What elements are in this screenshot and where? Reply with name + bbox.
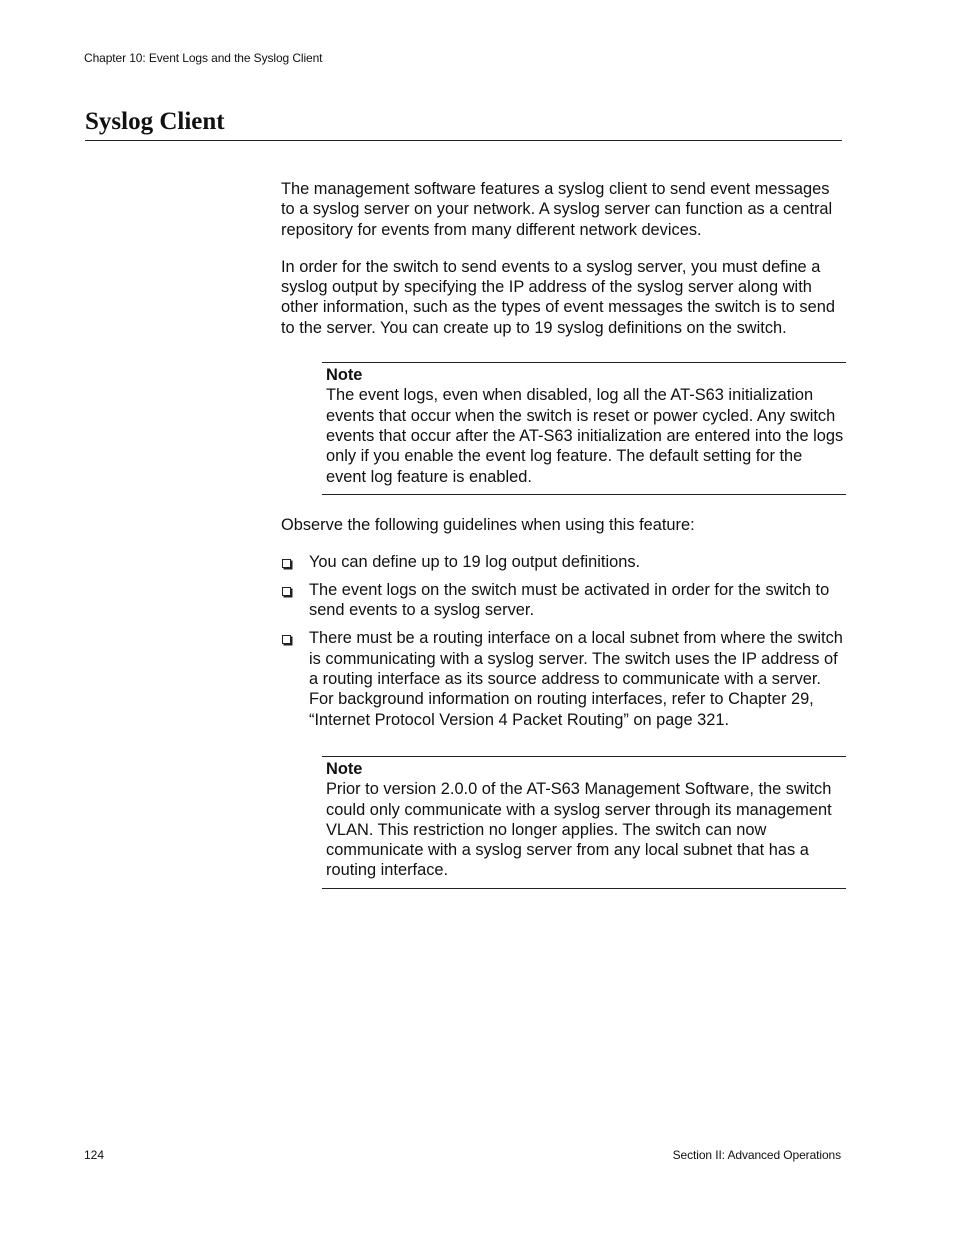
box-bullet-icon (282, 635, 291, 644)
section-title: Syslog Client (85, 108, 225, 135)
list-item-text: The event logs on the switch must be activated in order for the switch to send events to a syslog server. (309, 581, 830, 620)
list-item (281, 580, 844, 621)
list-item (281, 552, 844, 572)
page-number: 124 (84, 1148, 105, 1162)
paragraph-syslog-output: In order for the switch to send events to a syslog server, you must define a syslog output by specifying the IP address of the syslog server along with other information, such as the types of event messages the switch is to send to the server. You can create up to 19 syslog definitions on the switch. (281, 257, 835, 337)
list-item-text: There must be a routing interface on a local subnet from where the switch is communicating with a syslog server. The switch uses the IP address of a routing interface as its source address to communicate with a server. For background information on routing interfaces, refer to Chapter 29, “Internet Protocol Version 4 Packet Routing” on page 321. (309, 629, 843, 729)
running-footer-section: Section II: Advanced Operations (672, 1148, 841, 1162)
box-bullet-icon (282, 559, 291, 568)
note-box (322, 362, 846, 495)
running-header: Chapter 10: Event Logs and the Syslog Client (84, 51, 323, 65)
note-box (322, 756, 846, 889)
title-rule (85, 140, 842, 141)
list-item (281, 628, 844, 729)
paragraph-intro: The management software features a syslog client to send event messages to a syslog server on your network. A syslog server can function as a central repository for events from many different network devices. (281, 180, 833, 239)
box-bullet-icon (282, 587, 291, 596)
note-text: Prior to version 2.0.0 of the AT-S63 Management Software, the switch could only communicate with a syslog server through its management VLAN. This restriction no longer applies. The switch can now communicate with a syslog server from any local subnet that has a routing interface. (326, 780, 832, 880)
guidelines-intro: Observe the following guidelines when using this feature: (281, 515, 695, 534)
note-text: The event logs, even when disabled, log all the AT-S63 initialization events that occur when the switch is reset or power cycled. Any switch events that occur after the AT-S63 initialization are entered into the logs only if you enable the event log feature. The default setting for the event log feature is enabled. (326, 386, 844, 486)
guidelines-list (281, 552, 846, 730)
note-label: Note (326, 366, 363, 385)
body-text (281, 179, 846, 889)
list-item-text: You can define up to 19 log output definitions. (309, 553, 641, 572)
note-label: Note (326, 759, 363, 778)
